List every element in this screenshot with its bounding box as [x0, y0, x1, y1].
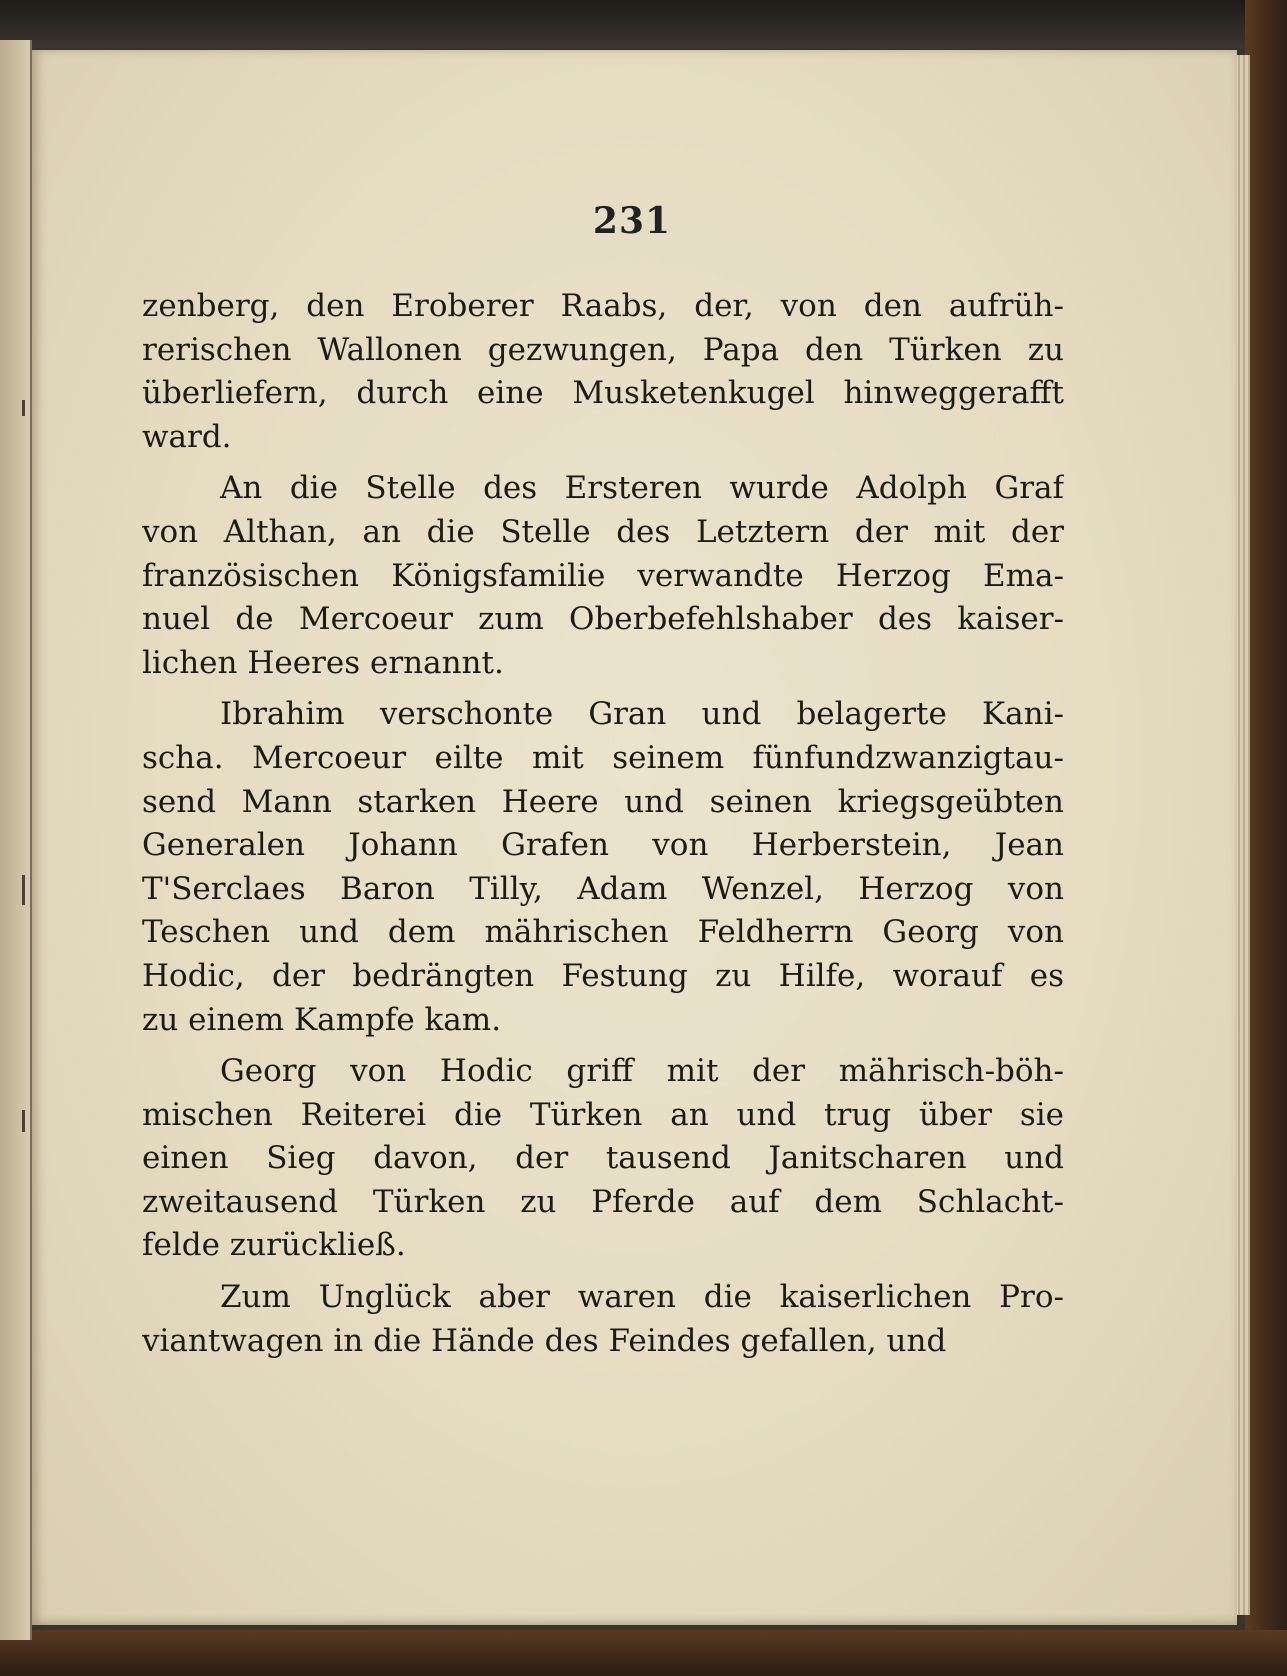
margin-mark [22, 875, 25, 905]
text-line: Generalen Johann Grafen von Herberstein, Jean [142, 827, 1064, 864]
text-line: mischen Reiterei die Türken an und trug über sie [142, 1096, 1064, 1133]
text-line: einen Sieg davon, der tausend Janitscharen und [142, 1140, 1064, 1177]
text-line: ward. [142, 418, 232, 455]
text-line: An die Stelle des Ersteren wurde Adolph Graf [220, 470, 1064, 507]
book-cover-right-edge [1245, 0, 1287, 1676]
text-line: rerischen Wallonen gezwungen, Papa den Türken zu [142, 331, 1064, 368]
text-line: T'Serclaes Baron Tilly, Adam Wenzel, Herzog von [142, 870, 1064, 907]
text-line: felde zurückließ. [142, 1227, 406, 1264]
paragraph-gap [142, 1042, 1064, 1050]
paragraph-gap [142, 1268, 1064, 1276]
book-cover-top-edge [0, 0, 1287, 48]
paragraph-gap [142, 685, 1064, 693]
text-line: Ibrahim verschonte Gran und belagerte Kani- [220, 696, 1064, 733]
text-line: lichen Heeres ernannt. [142, 644, 504, 681]
text-line: zweitausend Türken zu Pferde auf dem Schlacht- [142, 1183, 1064, 1220]
text-line: scha. Mercoeur eilte mit seinem fünfundzwanzigtau- [142, 739, 1064, 776]
text-line: Georg von Hodic griff mit der mährisch-böh- [220, 1053, 1064, 1090]
body-text [142, 285, 1064, 1363]
paragraph-gap [142, 459, 1064, 467]
book-cover-bottom-edge [0, 1630, 1287, 1676]
margin-mark [22, 400, 25, 416]
text-line: von Althan, an die Stelle des Letztern der mit der [142, 513, 1064, 550]
page-number: 231 [592, 200, 672, 242]
book-page [32, 50, 1237, 1625]
text-line: Teschen und dem mährischen Feldherrn Georg von [142, 914, 1064, 951]
text-line: überliefern, durch eine Musketenkugel hinweggerafft [142, 375, 1064, 412]
text-line: nuel de Mercoeur zum Oberbefehlshaber des kaiser- [142, 601, 1064, 638]
text-line: französischen Königsfamilie verwandte Herzog Ema- [142, 557, 1064, 594]
margin-mark [22, 1110, 25, 1132]
text-line: zu einem Kampfe kam. [142, 1001, 502, 1038]
text-line: zenberg, den Eroberer Raabs, der, von den aufrüh- [142, 288, 1064, 324]
text-line: viantwagen in die Hände des Feindes gefallen, und [142, 1322, 947, 1359]
text-line: send Mann starken Heere und seinen kriegsgeübten [142, 783, 1064, 820]
text-line: Hodic, der bedrängten Festung zu Hilfe, worauf es [142, 957, 1064, 994]
facing-page-edge [0, 40, 32, 1640]
text-line: Zum Unglück aber waren die kaiserlichen Pro- [220, 1279, 1064, 1316]
